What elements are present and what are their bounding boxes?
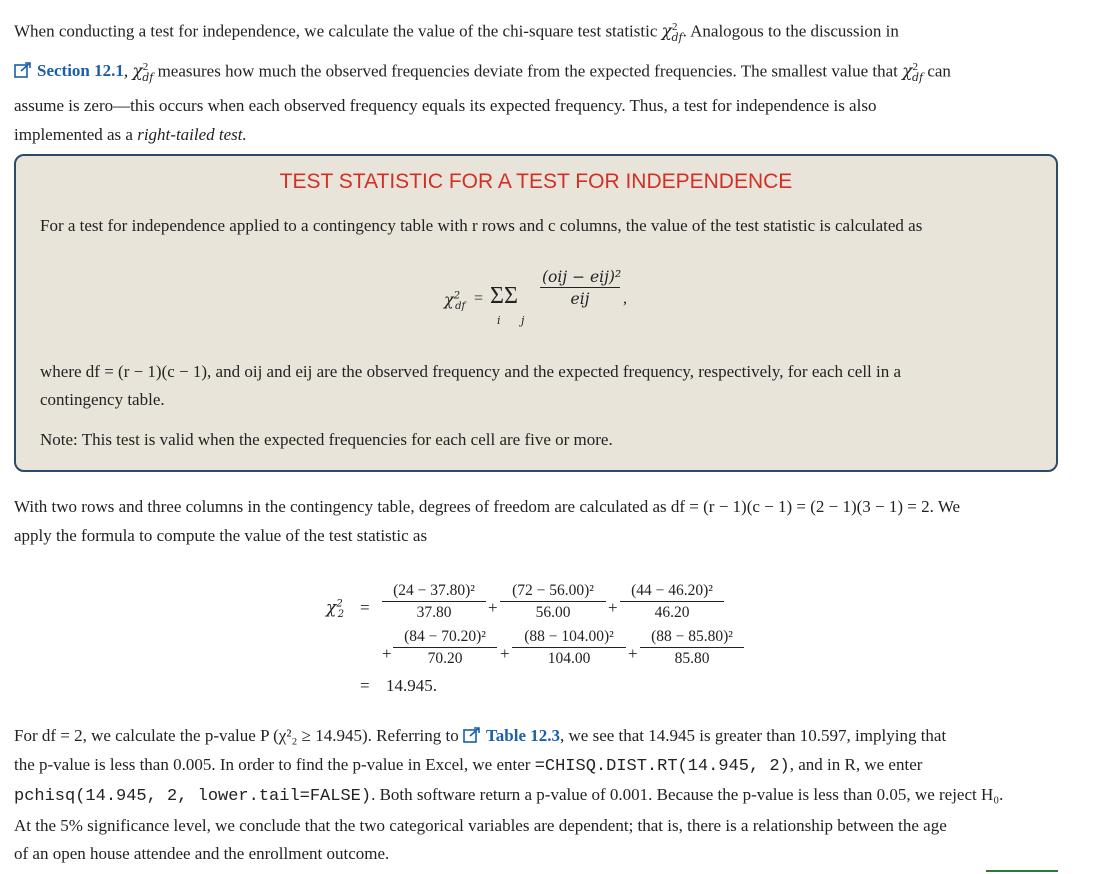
external-link-icon bbox=[14, 62, 32, 78]
external-link-icon bbox=[463, 727, 481, 743]
intro-line-3: assume is zero—this occurs when each observed frequency equals its expected frequency. Thus, a test for independence is also bbox=[14, 96, 877, 116]
section-link[interactable]: Section 12.1 bbox=[14, 61, 124, 80]
r-code: pchisq(14.945, 2, lower.tail=FALSE) bbox=[14, 787, 372, 806]
calc-result: 14.945. bbox=[386, 676, 437, 695]
intro-line-1: When conducting a test for independence, we calculate the value of the chi-square test statistic $\chi^2_{df}$. Analogous to the discussion in bbox=[14, 21, 899, 45]
intro-line-2: Section 12.1, $\chi^2_{df}$ measures how much the observed frequencies deviate from the expected frequencies. The smallest value that $\chi^2_{df}$ can bbox=[14, 53, 1074, 93]
box-note: Note: This test is valid when the expected frequencies for each cell are five or more. bbox=[40, 430, 613, 449]
box-intro: For a test for independence applied to a contingency table with r rows and c columns, the value of the test statistic is calculated as bbox=[40, 216, 923, 235]
calc-term: $\frac{\text{(84 − 70.20)²}}{70.20}$ bbox=[393, 628, 497, 668]
intro-line-4: implemented as a right-tailed test. bbox=[14, 124, 247, 144]
calc-term: $\frac{\text{(24 − 37.80)²}}{37.80}$ bbox=[382, 582, 486, 622]
definition-box: TEST STATISTIC FOR A TEST FOR INDEPENDENCE For a test for independence applied to a contingency table with r rows and c columns, the value of the test statistic is calculated as $\chi^2_{df}$ = ΣΣ i j (oij − eij)² eij , where df = (r − 1)(c − 1), and oij and eij are the observed frequency and the expected frequency, respectively, for each cell in a contingency table. Note: This test is valid when the expected frequencies for each cell are five or more. bbox=[14, 154, 1058, 472]
excel-code: =CHISQ.DIST.RT(14.945, 2) bbox=[534, 756, 790, 776]
box-title: TEST STATISTIC FOR A TEST FOR INDEPENDENCE bbox=[279, 170, 793, 193]
formula-fraction: (oij − eij)² eij bbox=[542, 268, 622, 308]
conclusion-paragraph: For df = 2, we calculate the p-value P (χ²₂ ≥ 14.945). Referring to Table 12.3, we see that 14.945 is greater than 10.597, implying that the p-value is less than 0.005. In order to find the p-value in Excel, we enter =CHISQ.DIST.RT(14.945, 2), and in R, we enter pchisq(14.945, 2, lower.tail=FALSE). Both software return a p-value of 0.001. Because the p-value is less than 0.05, we reject H₀. At the 5% significance level, we conclude that the two categorical variables are dependent; that is, there is a relationship between the age of an open house attendee and the enrollment outcome. bbox=[14, 726, 1004, 863]
calc-term: $\frac{\text{(88 − 85.80)²}}{85.80}$ bbox=[640, 628, 744, 668]
table-link[interactable]: Table 12.3 bbox=[463, 726, 560, 745]
intro-paragraph bbox=[14, 13, 1074, 149]
calc-term: $\frac{\text{(44 − 46.20)²}}{46.20}$ bbox=[620, 582, 724, 622]
calc-term: $\frac{\text{(72 − 56.00)²}}{56.00}$ bbox=[500, 582, 606, 622]
divider bbox=[986, 870, 1058, 872]
calc-term: $\frac{\text{(88 − 104.00)²}}{104.00}$ bbox=[512, 628, 626, 668]
box-where-line-2: contingency table. bbox=[40, 390, 165, 409]
df-paragraph: With two rows and three columns in the contingency table, degrees of freedom are calculated as df = (r − 1)(c − 1) = (2 − 1)(3 − 1) = 2. We apply the formula to compute the value of the test statistic as bbox=[14, 497, 961, 545]
box-where-line-1: where df = (r − 1)(c − 1), and oij and eij are the observed frequency and the expected frequency, respectively, for each cell in a bbox=[40, 362, 902, 381]
